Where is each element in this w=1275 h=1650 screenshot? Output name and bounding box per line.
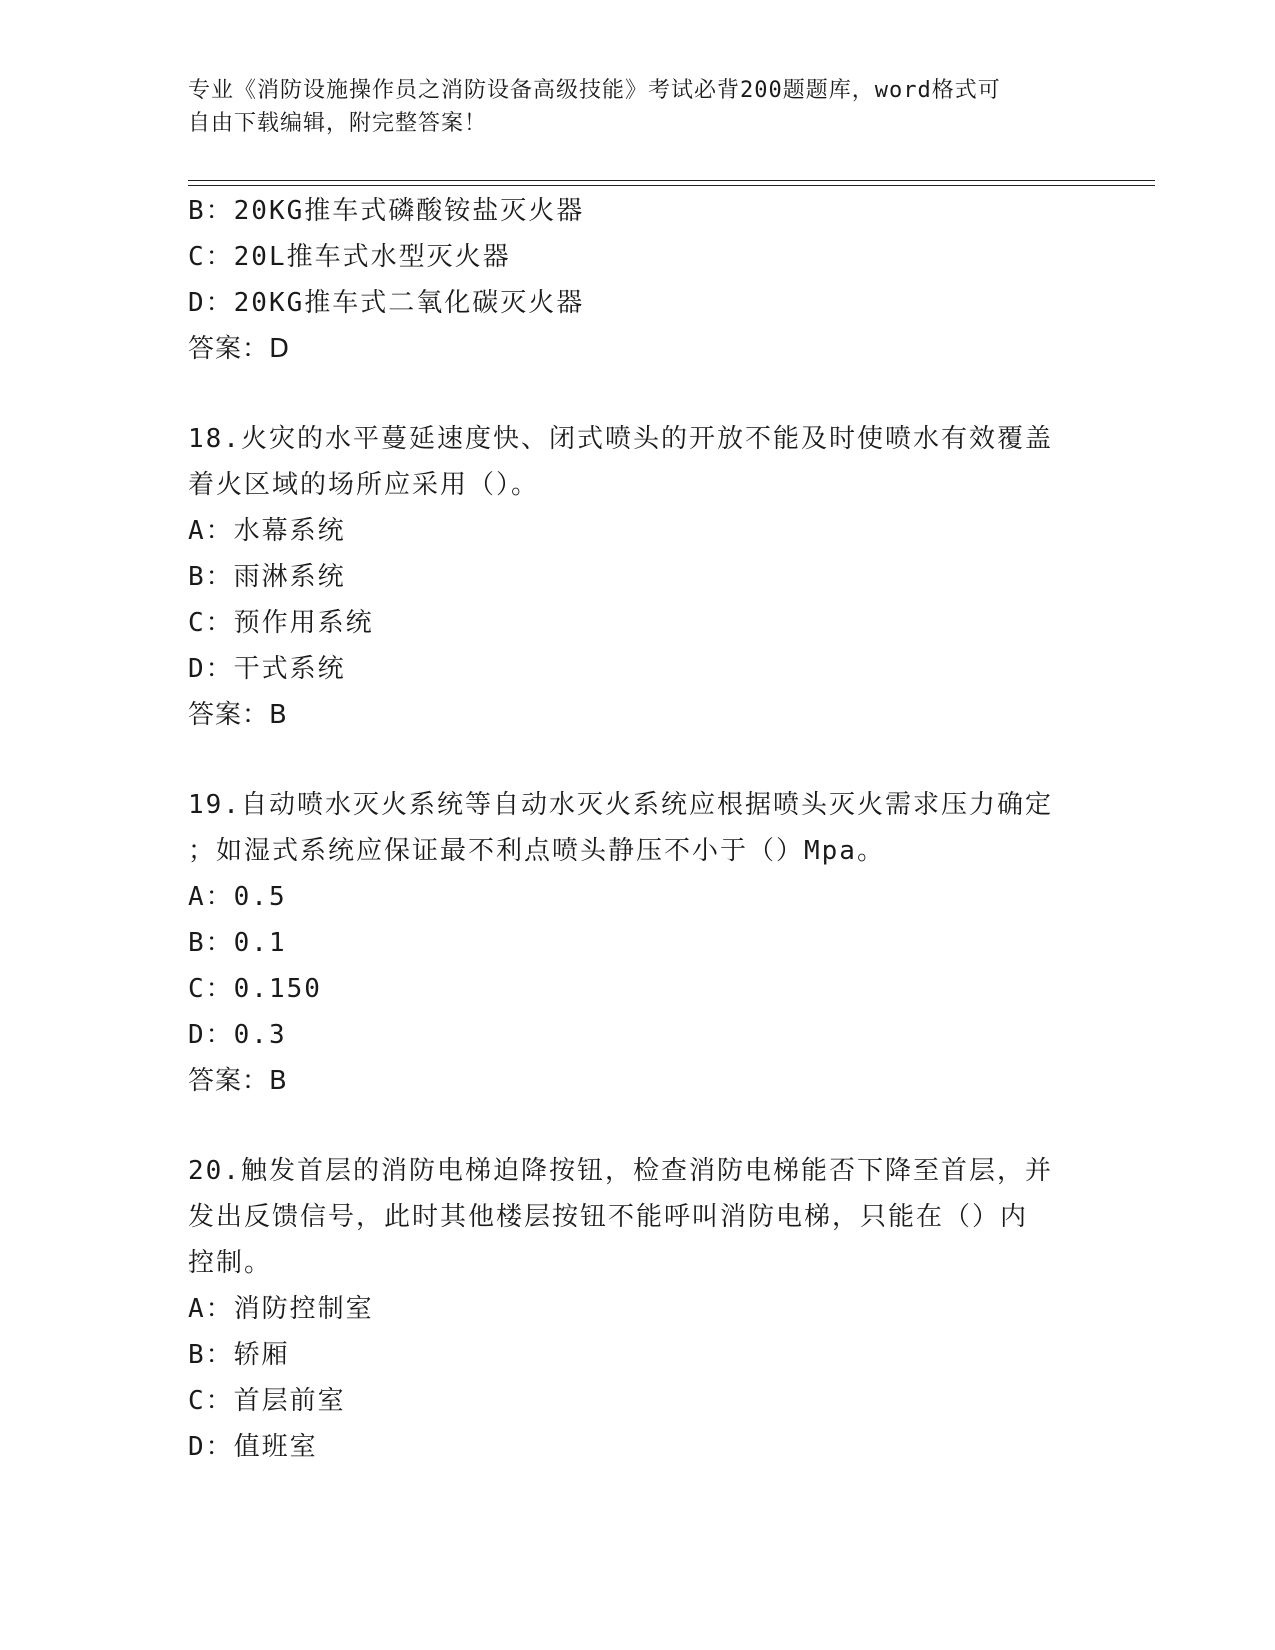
question-stem: 20.触发首层的消防电梯迫降按钮，检查消防电梯能否下降至首层，并 xyxy=(188,1156,1053,1186)
answer: 答案：B xyxy=(188,700,288,730)
spacer xyxy=(188,372,1088,416)
option-b: B：雨淋系统 xyxy=(188,562,346,592)
option-b: B：轿厢 xyxy=(188,1340,290,1370)
question-stem: 着火区域的场所应采用（）。 xyxy=(188,470,540,500)
option-c: C：20L推车式水型灭火器 xyxy=(188,242,511,272)
option-c: C：0.150 xyxy=(188,974,322,1004)
question-stem: 18.火灾的水平蔓延速度快、闭式喷头的开放不能及时使喷水有效覆盖 xyxy=(188,424,1053,454)
question-19 xyxy=(188,782,1088,1104)
spacer xyxy=(188,738,1088,782)
option-a: A：消防控制室 xyxy=(188,1294,374,1324)
header-line-2: 自由下载编辑，附完整答案！ xyxy=(188,111,488,136)
answer: 答案：B xyxy=(188,1066,288,1096)
question-18 xyxy=(188,416,1088,738)
option-c: C：首层前室 xyxy=(188,1386,346,1416)
header-line-1: 专业《消防设施操作员之消防设备高级技能》考试必背200题题库，word格式可 xyxy=(188,78,1001,103)
option-a: A：0.5 xyxy=(188,882,287,912)
question-stem: 19.自动喷水灭火系统等自动水灭火系统应根据喷头灭火需求压力确定 xyxy=(188,790,1053,820)
option-b: B：20KG推车式磷酸铵盐灭火器 xyxy=(188,196,585,226)
header-divider-bottom xyxy=(188,185,1155,186)
question-stem: ；如湿式系统应保证最不利点喷头静压不小于（）Mpa。 xyxy=(188,836,885,866)
option-c: C：预作用系统 xyxy=(188,608,374,638)
header-divider-top xyxy=(188,180,1155,181)
option-d: D：干式系统 xyxy=(188,654,346,684)
question-stem: 发出反馈信号，此时其他楼层按钮不能呼叫消防电梯，只能在（）内 xyxy=(188,1202,1029,1232)
option-d: D：0.3 xyxy=(188,1020,287,1050)
document-header xyxy=(188,74,1068,140)
document-body xyxy=(188,188,1088,1470)
question-17-continued xyxy=(188,188,1088,372)
question-20 xyxy=(188,1148,1088,1470)
option-b: B：0.1 xyxy=(188,928,287,958)
option-d: D：20KG推车式二氧化碳灭火器 xyxy=(188,288,585,318)
question-stem: 控制。 xyxy=(188,1248,273,1278)
option-a: A：水幕系统 xyxy=(188,516,346,546)
answer: 答案：D xyxy=(188,334,291,364)
option-d: D：值班室 xyxy=(188,1432,318,1462)
spacer xyxy=(188,1104,1088,1148)
